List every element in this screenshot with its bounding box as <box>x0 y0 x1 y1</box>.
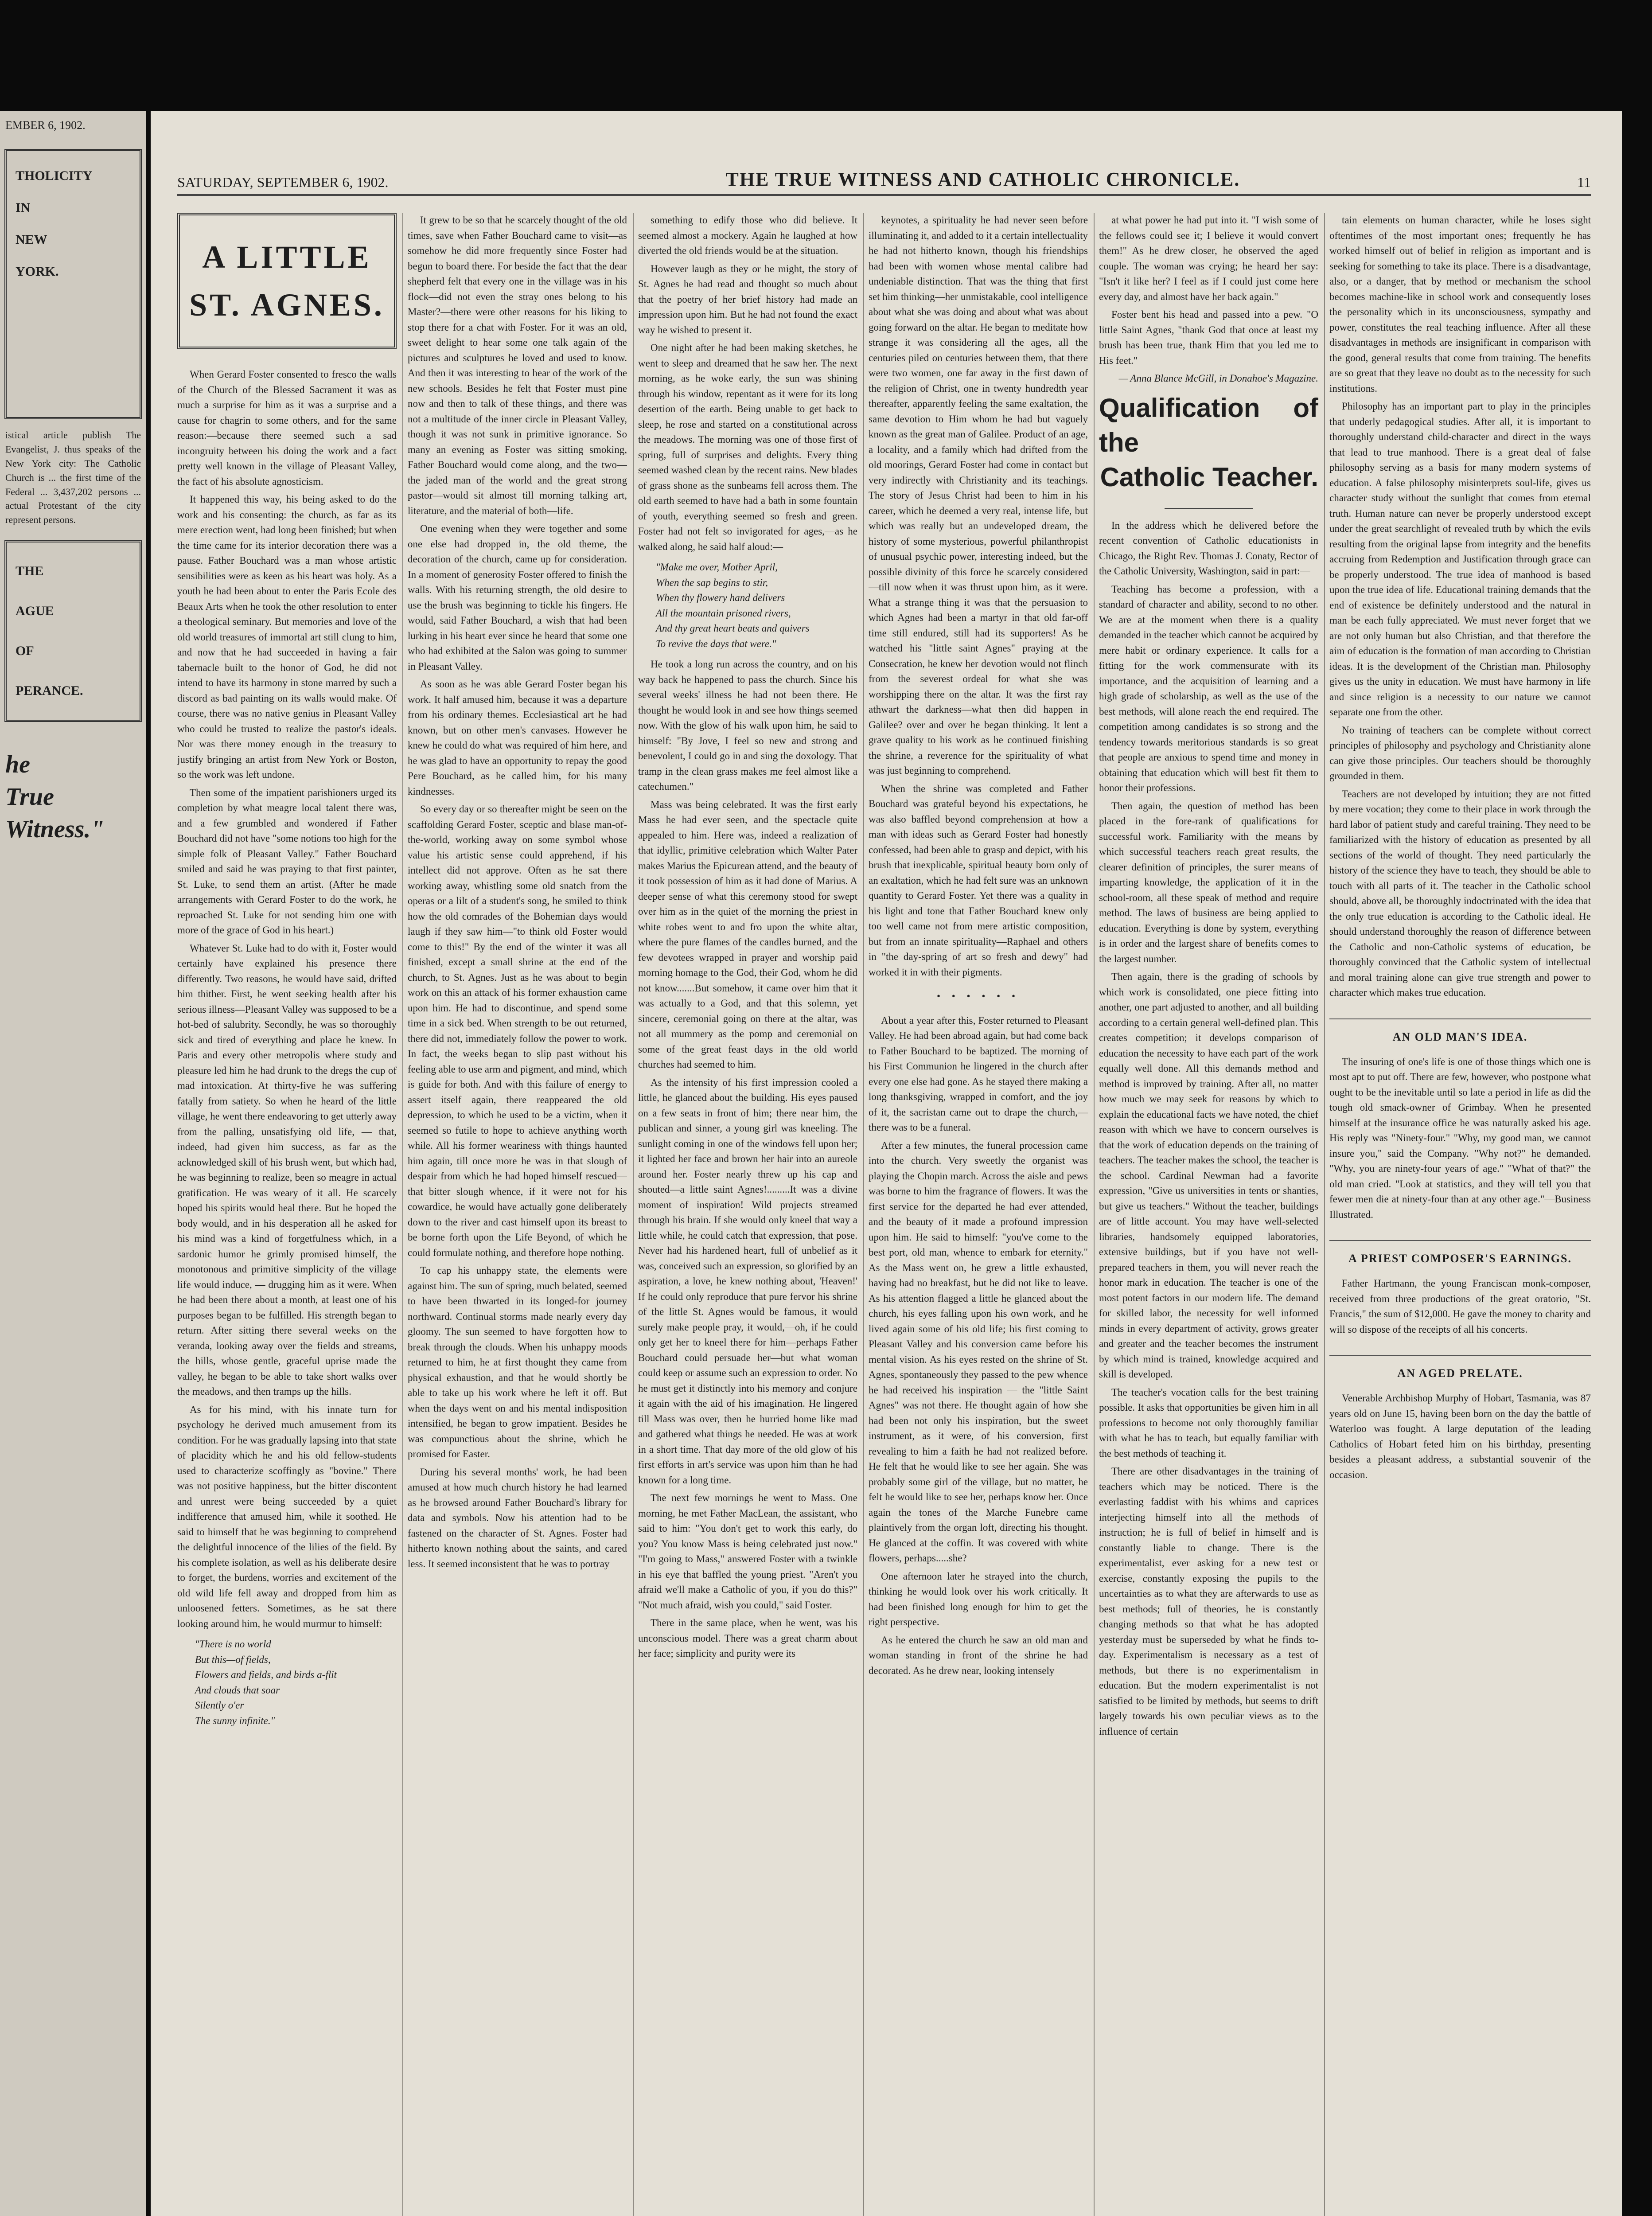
paragraph: When the shrine was completed and Father Bouchard was grateful beyond his expectations, he was also baffled beyond comprehension at how a man with ideas such as Gerard Foster had honestly confessed, had been able to grasp and depict, with his brush that inexplicable, spiritual beauty born only of an exaltation, which he had felt sure was an unknown quantity to Gerard Foster. Yet there was a quality in his light and tone that Father Bouchard knew only too well came not from mere artistic composition, but from an innate spirituality—Raphael and others in "the day-spring of art so fresh and dewy" had worked it in with their pigments. <box>869 783 1088 978</box>
paragraph: Then again, the question of method has been placed in the fore-rank of qualifications for successful work. Familiarity with the means by which successful teachers reach great results, the clearer definition of principles, the surer means of imparting knowledge, the application of it in the school-room, all these speak of method and require method. The laws of business are being applied to education. Everything is done by system, everything is in order and the largest share of benefits comes to the largest number. <box>1099 800 1318 964</box>
prev-ad-line: he <box>5 751 30 779</box>
prev-box-line: IN <box>16 200 31 215</box>
paragraph: There are other disadvantages in the training of teachers which may be noticed. There is the everlasting faddist with his whims and caprices interjecting himself into all the methods of instruction; he is full of belief in himself and is constantly liable to change. There is the experimentalist, ever asking for a new test or exercise, constantly exposing the pupils to the uncertainties as to what they are afterwards to use as best methods; full of theories, he is constantly changing methods so that what he has adopted yesterday must be superseded by what he finds to-day. Experimentalism is necessary as a test of methods, but there is no experimentalism in education. But the modern experimentalist is not satisfied to be limited by methods, but seems to drift largely towards his own peculiar views as to the influence of certain <box>1099 1466 1318 1737</box>
verse-line: When thy flowery hand delivers <box>656 592 785 603</box>
story-title: A LITTLE ST. AGNES. <box>177 213 397 349</box>
prev-page-boxed-heading <box>4 149 142 419</box>
verse-line: When the sap begins to stir, <box>656 577 768 588</box>
prev-ad-line: True Witness." <box>5 783 105 843</box>
prev-page-text: istical article publish The Evangelist, J. thus speaks of the New York city: The Catholic Church is ... the first time of the Federal ... 3,437,202 persons ... actual Protestant of the city represent persons. <box>5 429 141 526</box>
paragraph: When Gerard Foster consented to fresco the walls of the Church of the Blessed Sacrament it was as much a surprise for him as it was a surprise and a cause for chagrin to some others, and for the same reason:—because there seemed such a sad incongruity between his doing the work and a fact pretty well known in the village of Pleasant Valley, the fact of his absolute agnosticism. <box>177 369 397 487</box>
paragraph: Teachers are not developed by intuition; they are not fitted by mere vocation; they come to their place in work through the hard labor of patient study and careful training. They need to be familiarized with the history of education as presented by all sections of the world of thought. They need particularly the history of the science they have to teach, they should be able to touch with all parts of it. The teacher in the Catholic school should, above all, be thoroughly indoctrinated with the idea that the only true education is according to the Catholic ideal. He should understand thoroughly the reason of difference between the Catholic and non-Catholic systems of education, be thoroughly convinced that the Catholic system of intellectual and moral training alone can give true strength and power to character which makes true education. <box>1329 788 1591 998</box>
verse <box>195 1637 397 1728</box>
verse-line: And thy great heart beats and quivers <box>656 623 810 634</box>
prev-box2-line: PERANCE. <box>16 683 83 698</box>
previous-page-edge <box>0 111 146 2216</box>
paragraph: In the address which he delivered before the recent convention of Catholic educationists in Chicago, the Right Rev. Thomas J. Conaty, Rector of the Catholic University, Washington, said in part:— <box>1099 519 1318 577</box>
verse-line: Flowers and fields, and birds a-flit <box>195 1669 337 1680</box>
verse-line: All the mountain prisoned rivers, <box>656 607 791 619</box>
article-heading <box>1099 391 1318 495</box>
masthead-date: SATURDAY, SEPTEMBER 6, 1902. <box>177 174 389 190</box>
paragraph: As he entered the church he saw an old man and woman standing in front of the shrine he had decorated. As he drew near, looking intensely <box>869 1634 1088 1676</box>
paragraph: Then again, there is the grading of schools by which work is consolidated, one piece fitting into another, one part adjusted to another, and all building according to a certain general well-defined plan. This creates competition; it develops comparison of education the necessity to have each part of the work equally well done. All this demands method and method is improved by training. After all, no matter how much we may seek for reasons by which to explain the educational facts we have noted, the chief reason with which we have to concern ourselves is that the work of education depends on the training of teachers. The teacher makes the school, the teacher is the school. Cardinal Newman had a favorite expression, "Give us universities in tents or shanties, but give us teachers." Without the teacher, buildings are of little account. You may have well-selected libraries, handsomely equipped laboratories, extensive buildings, but if you have not well-prepared teachers in them, you will never reach the honor mark in education. The teacher is one of the most potent factors in our modern life. The demand for skilled labor, the necessity for well informed minds in every department of activity, grows greater and greater and the teacher becomes the instrument by which mind is trained, knowledge acquired and skill is developed. <box>1099 971 1318 1380</box>
paragraph: Venerable Archbishop Murphy of Hobart, Tasmania, was 87 years old on June 15, having been born on the day the battle of Waterloo was fought. A large deputation of the leading Catholics of Hobart feted him on his birthday, presenting besides a pleasant address, a substantial souvenir of the occasion. <box>1329 1393 1591 1480</box>
paragraph: The insuring of one's life is one of those things which one is most apt to put off. There are few, however, who postpone what ought to be the inevitable until so late a period in life as did the tough old smack-owner of Grimbay. When he presented himself at the insurance office he was naturally asked his age. His reply was "Ninety-four." "Why, my good man, we cannot insure you," said the Company. "Why not?" he demanded. "Why, you are ninety-four years of age." "What of that?" the old man cried. "Look at statistics, and they will tell you that fewer men die at ninety-four than at any other age."—Business Illustrated. <box>1329 1056 1591 1220</box>
masthead-title: THE TRUE WITNESS AND CATHOLIC CHRONICLE. <box>725 168 1240 190</box>
verse <box>656 560 857 652</box>
paragraph: To cap his unhappy state, the elements were against him. The sun of spring, much belated, seemed to have been thwarted in its longed-for journey northward. Continual storms made nearly every day gloomy. The sun seemed to have forgotten how to break through the clouds. When his unhappy moods returned to him, he at first thought they came from physical exhaustion, and that he would shortly be able to take up his work where he left it off. But when the days went on and his mental indisposition intensified, he began to grow impatient. Besides he was compunctious about the shrine, which he promised for Easter. <box>408 1265 627 1459</box>
paragraph: Then some of the impatient parishioners urged its completion by what meagre local talent there was, and a few grumbled and wondered if Father Bouchard did not have "some notions too high for the simple folk of Pleasant Valley." Father Bouchard smiled and said he was praying to that first painter, St. Luke, to send them an artist. (After he made arrangements with Gerard Foster to do the work, he reproached St. Luke for not sending him one with more of the grace of God in his heart.) <box>177 787 397 936</box>
paragraph: It happened this way, his being asked to do the work and his consenting: the church, as far as its mere erection went, had long been finished; but when the time came for its interior decoration there was a pause. Father Bouchard was a man whose artistic sensibilities were as keen as his heart was holy. As a youth he had been about to enter the Paris Ecole des Beaux Arts when he took the other resolution to enter a theological seminary. But memories and love of the old world treasures of immortal art still clung to him, and now that he had succeeded in having a fair tabernacle built to the honor of God, he did not intend to have its harmony in stone marred by such a discord as bad painting on its walls would make. Of course, there was no native genius in Pleasant Valley who could be trusted to realize the pastor's ideals. Nor was there money enough in the treasury to justify bringing an artist from New York or Boston, so the work was left undone. <box>177 494 397 780</box>
prev-box-line: YORK. <box>16 264 59 279</box>
paragraph: something to edify those who did believe. It seemed almost a mockery. Again he laughed at how diverted the old friends would be at the situation. <box>638 215 857 256</box>
verse-line: "Make me over, Mother April, <box>656 562 778 573</box>
heading-line-2: Catholic Teacher. <box>1100 462 1318 492</box>
prev-page-advert <box>0 735 146 858</box>
paragraph: However laugh as they or he might, the story of St. Agnes he had read and thought so much about that the poetry of her brief history had made an impression upon him. But he had not found the exact way he wished to present it. <box>638 263 857 336</box>
paragraph: tain elements on human character, while he loses sight oftentimes of the most important ones; frequently he has worked himself out of belief in religion as important and is seeking for something to take its place. There is a disadvantage, also, or a danger, that by method or mechanism the school becomes machine-like in school work and consequently loses the personality which in its unconsciousness, sympathy and power, constitutes the real teaching influence. After all these disadvantages in methods are insignificant in comparison with the good, general results that come from training. The benefits are so great that they leave no doubt as to the necessity for such institutions. <box>1329 215 1591 394</box>
paragraph: at what power he had put into it. "I wish some of the fellows could see it; I believe it would convert them!" As he drew closer, he observed the aged couple. The woman was crying; he heard her say: "Isn't it like her? I feel as if I could just come here every day, and almost have her back again." <box>1099 215 1318 302</box>
paragraph: He took a long run across the country, and on his way back he happened to pass the church. Since his several weeks' illness he had not been there. He thought he would look in and see how things seemed now. With the glow of his walk upon him, he said to himself: "By Jove, I feel so new and strong and benevolent, I could go in and sing the doxology. That tramp in the clean grass makes me feel almost like a catechumen." <box>638 659 857 792</box>
paragraph: During his several months' work, he had been amused at how much church history he had learned as he browsed around Father Bouchard's library for data and symbols. Now his attention had to be fastened on the character of St. Agnes. Foster had hitherto known nothing about the saints, and cared less. It seemed inconsistent that he was to portray <box>408 1466 627 1569</box>
paragraph: Father Hartmann, the young Franciscan monk-composer, received from three productions of the great oratorio, "St. Francis," the sum of $12,000. He gave the money to charity and will so dispose of the receipts of all his concerts. <box>1329 1278 1591 1335</box>
paragraph: One afternoon later he strayed into the church, thinking he would look over his work critically. It had been finished long enough for him to get the right perspective. <box>869 1570 1088 1627</box>
story-byline: — Anna Blance McGill, in Donahoe's Magazine. <box>1118 373 1318 384</box>
old-man-heading: AN OLD MAN'S IDEA. <box>1329 1018 1591 1046</box>
paragraph: Philosophy has an important part to play in the principles that underly pedagogical studies. After all, it is important to thoroughly understand child-character and direct in the ways that lead to true manhood. There is a great deal of false philosophy serving as a basis for many modern systems of education. A false philosophy misinterprets soul-life, gives us character study without the sunlight that comes from eternal truth. Human nature can never be properly understood except under the great searchlight of revealed truth by which the evils resulting from the original lapse from integrity and the benefits accruing from Redemption and Justification through grace can be properly understood. The true idea of manhood is based upon the true idea of life. Educational training demands that the end of existence be definitely understood and the natural in man be each fully appreciated. We must never forget that we are not only human but also Christian, and that therefore the aim of education is the formation of man according to Christian ideas. It is the development of the Christian man. Philosophy gives us the unity in education. We must have harmony in life and since religion is a necessity to our nature we cannot separate one from the other. <box>1329 401 1591 718</box>
paragraph: keynotes, a spirituality he had never seen before illuminating it, and added to it a certain intellectuality he had not hitherto known, though his friendships had been with women whose mental calibre had undeniable distinction. That was the thing that first set him thinking—her unmistakable, cool intelligence about what she was doing and about what was about going forward on the altar. He began to meditate how strange it was considering all the ages, all the centuries piled on centuries between them, that there were two women, one far away in the first dawn of the religion of Christ, one in twenty hundredth year thereafter, apparently feeling the same exaltation, the same devotion to Him whom he had but vaguely known as the great man of Galilee. Product of an age, a locality, and a family which had drifted from the old moorings, Gerard Foster had come in contact but very indirectly with Christianity and its teachings. The story of Jesus Christ had been to him in his career, which he deemed a very real, intense life, but which was really but an undeveloped dream, the history of some mysterious, powerful philanthropist of unusual psychic power, interesting indeed, but the possible divinity of this force he scarcely considered—till now when it was thrust upon him, as it were. What a strange thing it was that the persuasion to which Agnes had been a martyr in that old far-off time still endured, still had its supporters! As he watched his "little saint Agnes" praying at the Consecration, he knew her devotion would not flinch from the severest ordeal for what she was worshipping there on the altar. It was the first ray athwart the darkness—what then did happen in Galilee? over and over he began thinking. It lent a grave quality to his work as he continued finishing the shrine, a reverence for the spirituality of what was just beginning to comprehend. <box>869 215 1088 776</box>
verse-line: And clouds that soar <box>195 1684 280 1696</box>
paragraph: It grew to be so that he scarcely thought of the old times, save when Father Bouchard came to visit—as somehow he did more frequently since Foster had begun to board there. For beside the fact that the dear shepherd felt that every one in the village was in his flock—did not even the stray ones belong to his Master?—there were other reasons for his liking to stop there for a chat with Foster. For it was an old, sweet delight to hear some one talk again of the pictures and sculptures he loved and used to know. And then it was interesting to hear of the work of the new schools. Besides he felt that Foster must pine now and then to talk of these things, and there was not a multitude of the inner circle in Pleasant Valley, though it was not sunk in primitive ignorance. So many an evening as Foster was sitting smoking, Father Bouchard would come along, and the two—the jaded man of the world and the great strong pastor—would sit almost till morning talking art, literature, and the material of both—life. <box>408 215 627 516</box>
column-4 <box>869 213 1088 2216</box>
composer-heading: A PRIEST COMPOSER'S EARNINGS. <box>1329 1240 1591 1267</box>
verse-line: To revive the days that were." <box>656 638 776 649</box>
paragraph: As soon as he was able Gerard Foster began his work. It half amused him, because it was a departure from his ordinary themes. Ecclesiastical art he had known, but on other men's canvases. However he knew he could do what was required of him here, and he was glad to have an opportunity to repay the good Pere Bouchard, as he called him, for his many kindnesses. <box>408 679 627 797</box>
prev-box2-line: OF <box>16 644 34 659</box>
column-rule <box>1324 213 1325 2216</box>
column-5 <box>1099 213 1318 2216</box>
column-1 <box>177 213 397 2216</box>
prev-box-line: THOLICITY <box>16 168 93 183</box>
verse-line: Silently o'er <box>195 1700 244 1711</box>
paragraph: The teacher's vocation calls for the best training possible. It asks that opportunities be given him in all professions to become not only thoroughly familiar with what he has to teach, but equally familiar with the best methods of teaching it. <box>1099 1386 1318 1459</box>
masthead <box>177 164 1591 196</box>
paragraph: About a year after this, Foster returned to Pleasant Valley. He had been abroad again, but had come back to Father Bouchard to be baptized. The morning of his First Communion he lingered in the church after every one else had gone. As he stayed there making a long thanksgiving, wrapped in comfort, and the joy of it, the sacristan came out to drape the church,—there was to be a funeral. <box>869 1014 1088 1133</box>
prev-page-boxed-heading-2 <box>4 540 142 722</box>
paragraph: Foster bent his head and passed into a pew. "O little Saint Agnes, "thank God that once at least my brush has been true, thank Him that you led me to His feet." <box>1099 309 1318 366</box>
paragraph: One night after he had been making sketches, he went to sleep and dreamed that he saw her. The next morning, as he woke early, the sun was shining through his window, repentant as it were for its long desertion of the earth. Being unable to get back to sleep, he rose and started on a constitutional across the meadows. The morning was one of those first of spring, full of surprises and delights. Every thing seemed washed clean by the recent rains. New blades of grass shone as the sunbeams fell across them. The old earth seemed to have had a bath in some fountain of youth, everything seemed so fresh and green. Foster had not felt so invigorated for ages,—as he walked along, he said half aloud:— <box>638 342 857 552</box>
page-number: 11 <box>1577 174 1591 190</box>
paragraph: As the intensity of his first impression cooled a little, he glanced about the building. His eyes paused on a few seats in front of him; there near him, the publican and sinner, a young girl was kneeling. The sunlight coming in one of the windows fell upon her; it lighted her face and brown her hair into an aureole around her. Foster nearly threw up his cap and shouted—a little saint Agnes!.........It was a divine moment of inspiration! Wild projects streamed through his brain. If she would only kneel that way a little while, he could catch that expression, that pose. Never had his hardened heart, full of unbelief as it was, conceived such an expression, so glorified by an aspiration, a love, he knew nothing about, 'Heaven!' If he could only reproduce that pure fervor his shrine of the little St. Agnes would be famous, it would surely make people pray, it would,—oh, if he could only get her to kneel there for him—perhaps Father Bouchard could persuade her—but what woman could keep or assume such an expression to order. No he must get it distinctly into his memory and conjure it again with the aid of his imagination. He lingered till Mass was over, then he hurried home like mad and gathered what things he needed. He was at work in a short time. That day more of the old glow of his first efforts in art's service was upon him than he had known for a long time. <box>638 1077 857 1486</box>
column-rule <box>1094 213 1095 2216</box>
paragraph: Teaching has become a profession, with a standard of character and ability, second to no other. We are at the moment when there is a quality demanded in the teacher which cannot be acquired by mere habit or ordinary experience. It calls for a fitting for the work commensurate with its importance, and the acquisition of learning and a high grade of scholarship, as well as the use of the best methods, will alone reach the end required. The competition among candidates is so strong and the tendency towards meritorious standards is so great that people are anxious to spend time and money in obtaining that education which will best fit them to honor their professions. <box>1099 583 1318 793</box>
paragraph: As for his mind, with his innate turn for psychology he derived much amusement from its condition. For he was gradually lapsing into that state of placidity which he and his old fellow-students used to characterize scoffingly as "bovine." There was not positive happiness, but the bitter discontent and unrest were being succeeded by a quiet indifference that amused him, while it soothed. He said to himself that he was beginning to comprehend the delightful innocence of the lilies of the field. By his complete isolation, as well as his deliberate desire to forget, the burdens, worries and excitement of the old wild life fell away and dropped from him as unloosened fetters. Sometimes, as he sat there looking around him, he would murmur to himself: <box>177 1404 397 1629</box>
paragraph: No training of teachers can be complete without correct principles of philosophy and psychology and Christianity alone can give those principles. Our teachers should be thoroughly grounded in them. <box>1329 724 1591 781</box>
paragraph: After a few minutes, the funeral procession came into the church. Very sweetly the organist was playing the Chopin march. Across the aisle and pews was borne to him the fragrance of flowers. It was the first service for the departed he had ever attended, and the beauty of it made a profound impression upon him. He said to himself: "you've come to the best port, old man, whence to embark for eternity." As the Mass went on, he grew a little exhausted, having had no breakfast, but he did not like to leave. As his attention flagged a little he glanced about the church, his eyes falling upon his own work, and he lived again some of his old life; his first coming to Pleasant Valley and his conversion came before his mental vision. As his eyes rested on the shrine of St. Agnes, spontaneously they passed to the pew whence he had received his inspiration — the "little Saint Agnes" was not there. He thought again of how she had been not only his inspiration, but the sweet instrument, as it were, of his conversion, first revealing to him a faith he had not realized before. He felt that he would like to see her again. She was probably some girl of the village, but no matter, he felt he would like to see her, perhaps know her. Once again the tones of the Marche Funebre came plaintively from the organ loft, directing his thought. He glanced at the coffin. It was covered with white flowers, perhaps.....she? <box>869 1139 1088 1564</box>
paragraph: There in the same place, when he went, was his unconscious model. There was a great charm about her face; simplicity and purity were its <box>638 1617 857 1659</box>
verse-line: But this—of fields, <box>195 1654 271 1665</box>
paragraph: Whatever St. Luke had to do with it, Foster would certainly have explained his presence there differently. Two reasons, he would have said, drifted him thither. First, he went seeking health after his serious illness—Pleasant Valley was supposed to be a hot-bed of salubrity. Secondly, he was so thoroughly sick and tired of everything and place he knew. In Paris and every other metropolis where study and pleasure led him he had drunk to the dregs the cup of mad intoxication. At thirty-five he was suffering fatally from satiety. So when he heard of the little village, he went there endeavoring to get utterly away from the palling, unsatisfying old life, — that, indeed, had given him success, as far as the acknowledged skill of his brush went, but which had, he was beginning to realize, been so meagre in actual gratification. He was weary of it all. He scarcely hoped his spirits would heal there. But he hoped the body would, and in his desperation all he asked for his mind was a kind of forgetfulness which, in a sardonic humor he grimly promised himself, the monotonous and primitive simplicity of the village life would induce, — drugging him as it were. When he had been there about a month, at least one of his purposes began to be fulfilled. His strength began to return. After sitting there several weeks on the veranda, looking away over the fields and streams, the hills, whose gentle, graceful uprise made the valley, he began to be able to take short walks over the meadows, and then tramps up the hills. <box>177 942 397 1397</box>
prelate-heading: AN AGED PRELATE. <box>1329 1355 1591 1382</box>
column-rule <box>633 213 634 2216</box>
column-3 <box>638 213 857 2216</box>
paragraph: Mass was being celebrated. It was the first early Mass he had ever seen, and the spectacle quite appealed to him. Here was, indeed a realization of that idyllic, primitive celebration which Walter Pater makes Marius the Epicurean attend, and the beauty of it took possession of him as it had done of Marius. A deeper sense of what this ceremony stood for swept over him as in the quiet of the morning the priest in white robes went to and fro upon the white altar, where the pure flames of the candles burned, and the few devotees wrapped in prayer and worship paid morning homage to the God, their God, whom he did not know.......But somehow, it came over him that it was actually to a God, and that this solemn, yet sincere, ceremonial going on there at the altar, was not all mummery as the pomp and ceremonial on some of the great feast days in the old world churches had seemed to him. <box>638 799 857 1070</box>
paragraph: So every day or so thereafter might be seen on the scaffolding Gerard Foster, sceptic and blase man-of-the-world, working away on some symbol whose value his artistic sense could apprehend, if his intellect did not approve. Often as he sat there working away, whistling some old snatch from the operas or a lilt of a student's song, he smiled to think how the old comrades of the Bohemian days would laugh if they saw him—"to think old Foster would come to this!" By the end of the winter it was all finished, except a small shrine at the end of the church, to St. Agnes. Just as he was about to begin work on this an attack of his former exhaustion came upon him. He had to discontinue, and spend some time in a sick bed. When strength to be out returned, there did not, immediately follow the power to work. In fact, the weeks began to slip past without his feeling able to use arm and pigment, and mind, which is guide for both. And with this failure of energy to assert itself again, there reappeared the old depression, to which he used to be a victim, when it seemed so futile to hope to achieve anything worth while. All his former weariness with things haunted him again, till once more he was in that slough of despair from which he had hoped himself rescued—that bitter slough whence, if it were not for his cowardice, he would have actually gone deliberately down to the river and cast himself upon its breast to be borne forth upon the Life Beyond, of which he could formulate nothing, and therefore hope nothing. <box>408 804 627 1258</box>
prev-box-line: NEW <box>16 232 47 247</box>
prev-box2-line: THE <box>16 564 44 579</box>
column-2 <box>408 213 627 2216</box>
prev-box2-line: AGUE <box>16 604 54 619</box>
column-6 <box>1329 213 1591 2216</box>
column-rule <box>402 213 403 2216</box>
divider <box>1165 508 1253 509</box>
newspaper-page <box>151 111 1622 2216</box>
prev-page-header: EMBER 6, 1902. <box>5 119 86 132</box>
verse-line: "There is no world <box>195 1639 271 1650</box>
section-break-dots: • • • • • • <box>936 991 1020 1002</box>
heading-line-1: Qualification of the <box>1099 393 1318 457</box>
column-rule <box>863 213 864 2216</box>
paragraph: One evening when they were together and some one else had dropped in, the old theme, the decoration of the church, came up for consideration. In a moment of generosity Foster offered to finish the walls. With his returning strength, the old desire to use the brush was beginning to tickle his fingers. He would, said Father Bouchard, a wish that had been lurking in his heart ever since he heard that some one who had exhibited at the Salon was going to summer in Pleasant Valley. <box>408 523 627 672</box>
paragraph: The next few mornings he went to Mass. One morning, he met Father MacLean, the assistant, who said to him: "You don't get to work this early, do you? You know Mass is being celebrated just now." "I'm going to Mass," answered Foster with a twinkle in his eye that baffled the young priest. "Aren't you afraid we'll make a Catholic of you, if you do this?" "Not much afraid, wish you could," said Foster. <box>638 1492 857 1611</box>
verse-line: The sunny infinite." <box>195 1715 275 1726</box>
